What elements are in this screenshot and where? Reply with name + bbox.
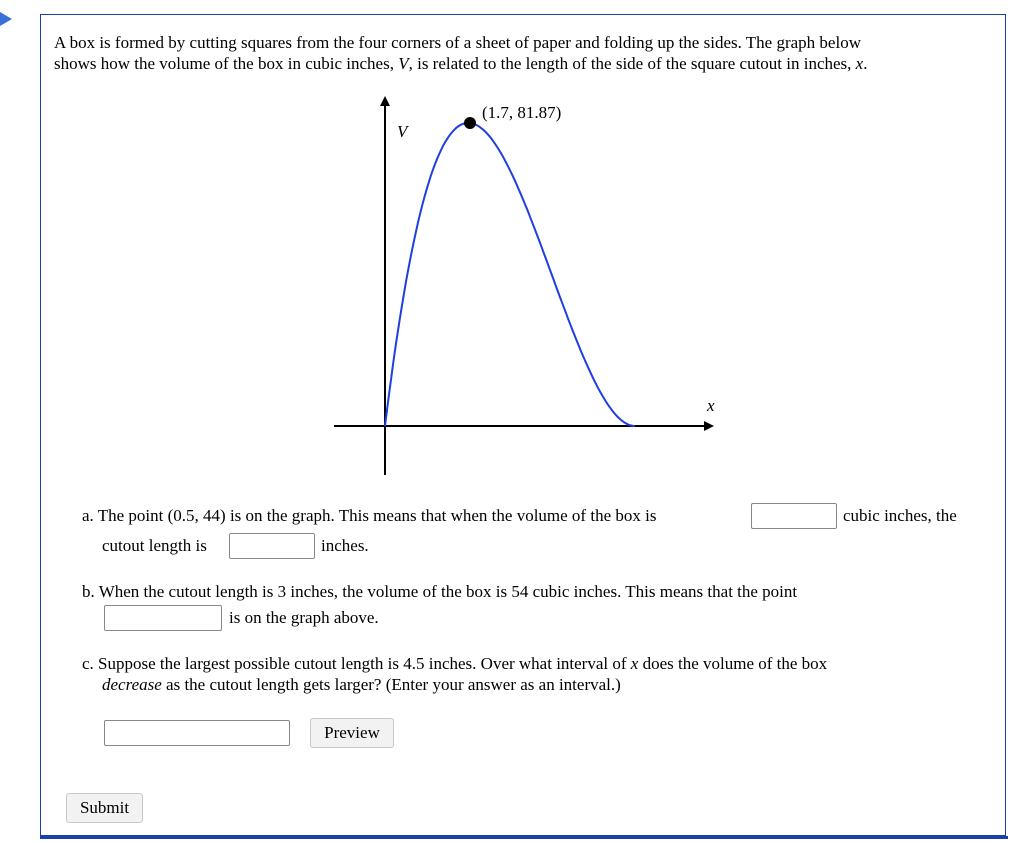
question-b-text: is on the graph above. (229, 608, 379, 627)
volume-graph (320, 90, 720, 485)
volume-curve (385, 123, 635, 426)
question-c-text: c. Suppose the largest possible cutout length is 4.5 inches. Over what interval of (82, 654, 631, 673)
var-x: x (855, 54, 864, 73)
intro-text: . (863, 54, 868, 73)
question-a-text: is on the graph. This means that when the volume of the box is (225, 506, 657, 525)
frame-bottom-rule (40, 836, 1008, 839)
interval-answer-input[interactable] (104, 720, 290, 746)
question-c-line-2 (82, 674, 982, 695)
question-a-text: a. The point (82, 506, 168, 525)
question-c-text: does the volume of the box (638, 654, 828, 673)
question-a-text: cubic inches, the (843, 506, 957, 525)
decrease-emphasis: decrease (102, 675, 162, 694)
question-a-text: cutout length is (102, 536, 207, 555)
x-axis-label: x (707, 396, 715, 415)
question-a-text: inches. (321, 536, 369, 555)
question-c (82, 653, 982, 695)
problem-intro (54, 32, 994, 74)
question-a (82, 505, 656, 526)
submit-button[interactable]: Submit (66, 793, 143, 823)
point-answer-input[interactable] (104, 605, 222, 631)
question-a-point: (0.5, 44) (167, 506, 226, 525)
var-x: x (630, 654, 639, 673)
collapse-triangle-icon[interactable] (0, 12, 12, 26)
max-point-label: (1.7, 81.87) (482, 103, 562, 122)
intro-line-2 (54, 53, 994, 74)
preview-button[interactable]: Preview (310, 718, 394, 748)
volume-answer-input[interactable] (751, 503, 837, 529)
question-c-line-1 (82, 653, 982, 674)
max-point-marker (464, 117, 476, 129)
question-c-text: as the cutout length gets larger? (Enter your answer as an interval.) (161, 675, 621, 694)
y-axis-label: V (397, 122, 408, 141)
intro-text: , is related to the length of the side of the square cutout in inches, (408, 54, 856, 73)
cutout-length-input[interactable] (229, 533, 315, 559)
intro-line-1: A box is formed by cutting squares from the four corners of a sheet of paper and folding up the sides. The graph below (54, 33, 861, 52)
var-v: V (398, 54, 409, 73)
question-b: b. When the cutout length is 3 inches, the volume of the box is 54 cubic inches. This means that the point (82, 582, 798, 601)
intro-text: shows how the volume of the box in cubic inches, (54, 54, 399, 73)
